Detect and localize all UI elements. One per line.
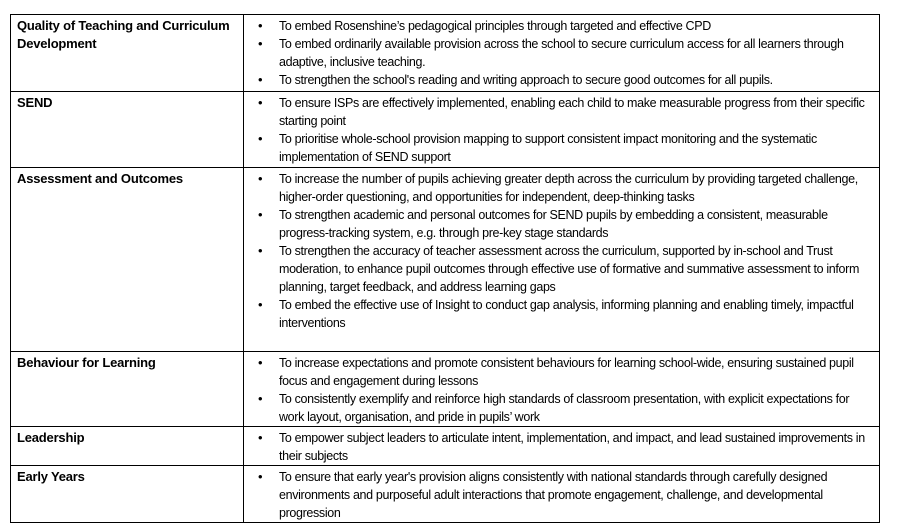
table-row: [11, 466, 880, 523]
objectives-list: [250, 94, 873, 166]
objective-item: • To increase the number of pupils achieving greater depth across the curriculum by providing targeted challenge, higher-order questioning, and opportunities for independent, deep-thinking tasks: [279, 170, 873, 206]
objective-item: • To embed the effective use of Insight to conduct gap analysis, informing planning and enabling timely, impactful interventions: [279, 296, 873, 332]
priorities-table: [10, 14, 880, 523]
objectives-cell: [244, 427, 880, 466]
focus-area-label: Leadership: [11, 427, 244, 466]
focus-area-label: SEND: [11, 92, 244, 168]
objective-item: • To empower subject leaders to articulate intent, implementation, and impact, and lead sustained improvements in their subjects: [279, 429, 873, 465]
objective-item: • To prioritise whole-school provision mapping to support consistent impact monitoring and the systematic implementation of SEND support: [279, 130, 873, 166]
objectives-list: [250, 468, 873, 522]
objective-item: • To strengthen academic and personal outcomes for SEND pupils by embedding a consistent, measurable progress-tracking system, e.g. through pre-key stage standards: [279, 206, 873, 242]
table-row: [11, 168, 880, 352]
objective-item: • To ensure that early year's provision aligns consistently with national standards through carefully designed environments and purposeful adult interactions that promote engagement, challenge, and developmental progression: [279, 468, 873, 522]
objectives-cell: [244, 15, 880, 92]
objectives-list: [250, 170, 873, 332]
focus-area-label: Quality of Teaching and Curriculum Development: [11, 15, 244, 92]
objective-item: • To embed ordinarily available provision across the school to secure curriculum access for all learners through adaptive, inclusive teaching.: [279, 35, 873, 71]
objectives-list: [250, 354, 873, 426]
objectives-cell: [244, 466, 880, 523]
objectives-list: [250, 17, 873, 89]
objective-item: • To consistently exemplify and reinforce high standards of classroom presentation, with explicit expectations for work layout, organisation, and pride in pupils’ work: [279, 390, 873, 426]
objectives-cell: [244, 168, 880, 352]
objective-item: • To ensure ISPs are effectively implemented, enabling each child to make measurable progress from their specific starting point: [279, 94, 873, 130]
objectives-cell: [244, 352, 880, 427]
focus-area-label: Early Years: [11, 466, 244, 523]
objective-item: • To strengthen the school's reading and writing approach to secure good outcomes for all pupils.: [279, 71, 873, 89]
table-row: [11, 352, 880, 427]
objectives-list: [250, 429, 873, 465]
objective-item: • To embed Rosenshine’s pedagogical principles through targeted and effective CPD: [279, 17, 873, 35]
objective-item: • To increase expectations and promote consistent behaviours for learning school-wide, ensuring sustained pupil focus and engagement during lessons: [279, 354, 873, 390]
focus-area-label: Behaviour for Learning: [11, 352, 244, 427]
table-row: [11, 15, 880, 92]
table-row: [11, 92, 880, 168]
objective-item: • To strengthen the accuracy of teacher assessment across the curriculum, supported by in-school and Trust moderation, to enhance pupil outcomes through effective use of formative and summative assessment to inform planning, target feedback, and address learning gaps: [279, 242, 873, 296]
objectives-cell: [244, 92, 880, 168]
table-row: [11, 427, 880, 466]
focus-area-label: Assessment and Outcomes: [11, 168, 244, 352]
